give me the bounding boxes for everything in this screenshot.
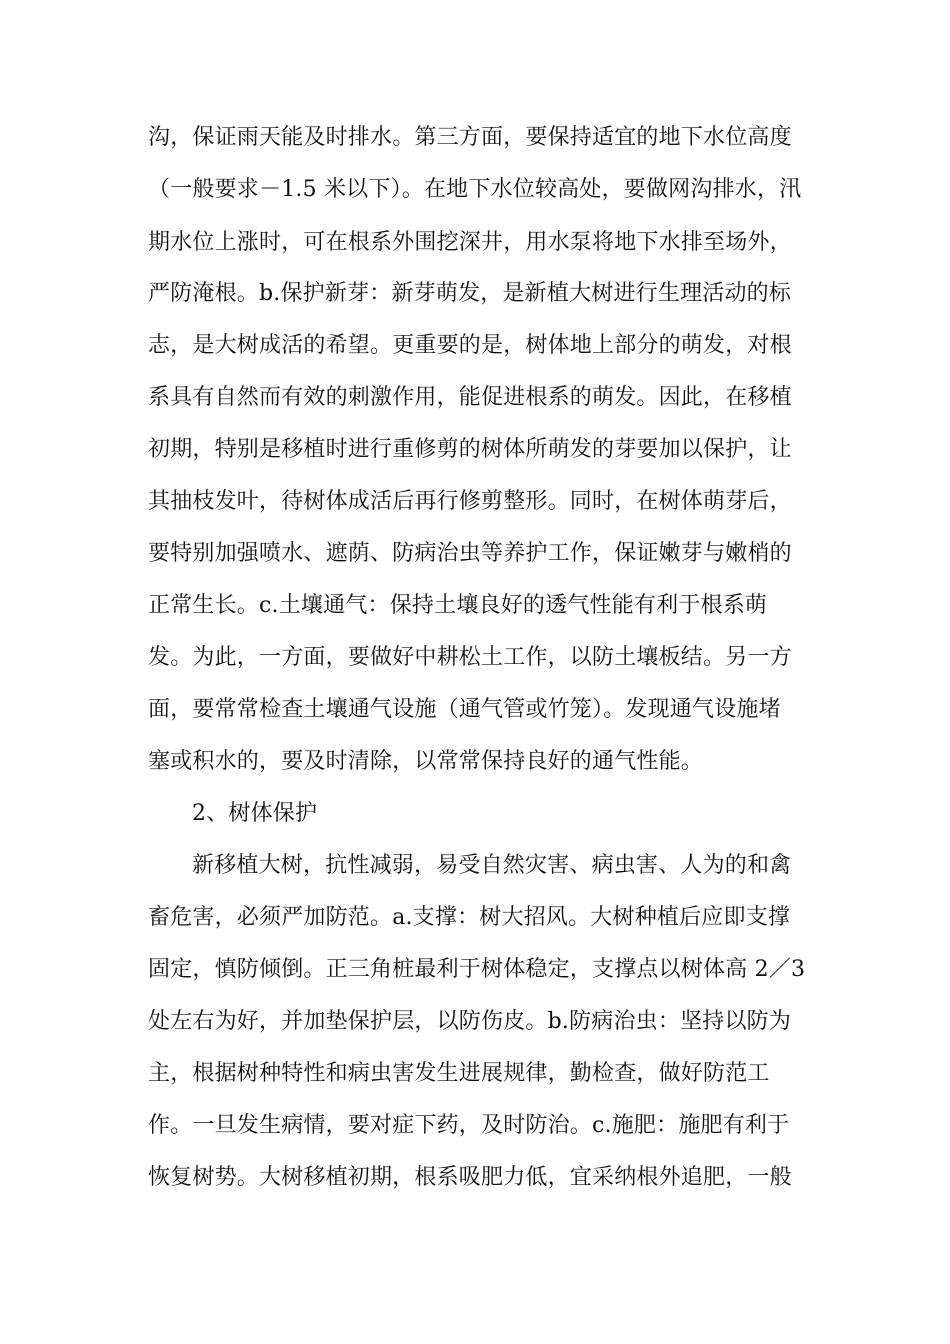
text-line: 主，根据树种特性和病虫害发生进展规律，勤检查，做好防范工 <box>148 1061 770 1086</box>
text-line: 畜危害，必须严加防范。a.支撑：树大招风。大树种植后应即支撑 <box>148 905 791 930</box>
text-line: 初期，特别是移植时进行重修剪的树体所萌发的芽要加以保护，让 <box>148 437 792 462</box>
text-line: 志，是大树成活的希望。更重要的是，树体地上部分的萌发，对根 <box>148 333 792 358</box>
text-line: 严防淹根。b.保护新芽：新芽萌发，是新植大树进行生理活动的标 <box>148 281 792 306</box>
section-heading: 2、树体保护 <box>192 801 318 826</box>
text-line: 塞或积水的，要及时清除，以常常保持良好的通气性能。 <box>148 749 704 774</box>
text-line: 新移植大树，抗性减弱，易受自然灾害、病虫害、人为的和禽 <box>192 853 792 878</box>
text-line: （一般要求－1.5 米以下）。在地下水位较高处，要做网沟排水，汛 <box>148 177 802 202</box>
text-line: 面，要常常检查土壤通气设施（通气管或竹笼）。发现通气设施堵 <box>148 697 781 722</box>
text-line: 处左右为好，并加垫保护层，以防伤皮。b.防病治虫：坚持以防为 <box>148 1009 792 1034</box>
text-line: 沟，保证雨天能及时排水。第三方面，要保持适宜的地下水位高度 <box>148 125 792 150</box>
text-line: 作。一旦发生病情，要对症下药，及时防治。c.施肥：施肥有利于 <box>148 1113 790 1138</box>
text-line: 恢复树势。大树移植初期，根系吸肥力低，宜采纳根外追肥，一般 <box>148 1165 792 1190</box>
text-line: 其抽枝发叶，待树体成活后再行修剪整形。同时，在树体萌芽后， <box>148 489 792 514</box>
text-line: 发。为此，一方面，要做好中耕松土工作，以防土壤板结。另一方 <box>148 645 792 670</box>
text-line: 系具有自然而有效的刺激作用，能促进根系的萌发。因此，在移植 <box>148 385 792 410</box>
text-line: 正常生长。c.土壤通气：保持土壤良好的透气性能有利于根系萌 <box>148 593 768 618</box>
text-line: 固定，慎防倾倒。正三角桩最利于树体稳定，支撑点以树体高 2／3 <box>148 957 806 982</box>
text-line: 要特别加强喷水、遮荫、防病治虫等养护工作，保证嫩芽与嫩梢的 <box>148 541 792 566</box>
text-line: 期水位上涨时，可在根系外围挖深井，用水泵将地下水排至场外， <box>148 230 792 255</box>
